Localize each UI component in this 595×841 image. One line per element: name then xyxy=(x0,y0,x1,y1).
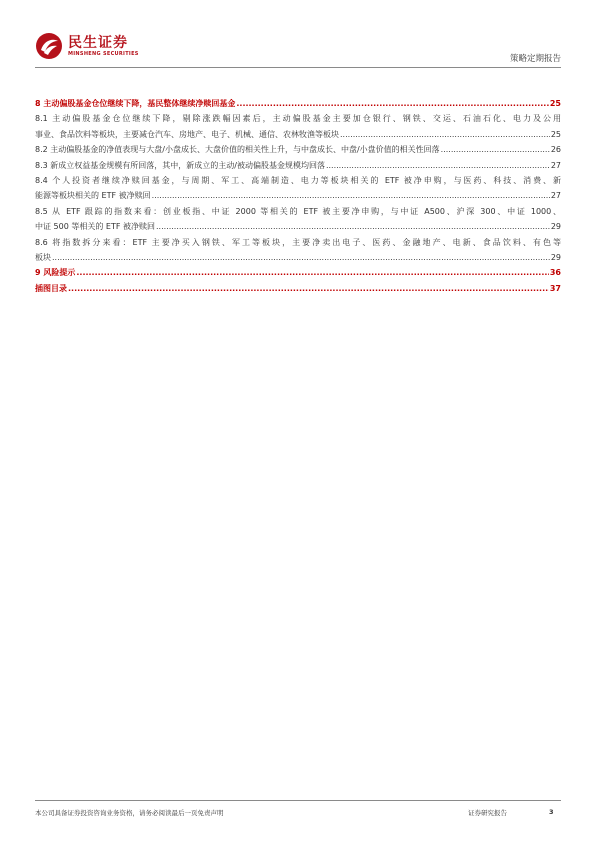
toc-page-number: 36 xyxy=(549,268,561,278)
report-type-label: 策略定期报告 xyxy=(509,54,561,64)
table-of-contents xyxy=(35,96,561,296)
toc-dot-leader xyxy=(52,250,550,265)
toc-entry[interactable] xyxy=(35,265,561,280)
toc-entry-text: 8 主动偏股基金仓位继续下降，基民整体继续净赎回基金 xyxy=(35,99,236,108)
footer-doc-type: 证券研究报告 xyxy=(468,809,507,817)
header-divider xyxy=(35,67,561,68)
toc-dot-leader xyxy=(340,127,550,142)
toc-entry-text: 9 风险提示 xyxy=(35,268,76,278)
toc-entry[interactable] xyxy=(35,204,561,235)
toc-entry-text: 能源等板块相关的 ETF 被净赎回 xyxy=(35,191,151,201)
toc-page-number: 27 xyxy=(550,160,561,170)
footer-divider xyxy=(35,800,561,801)
toc-page-number: 26 xyxy=(550,145,561,155)
company-logo xyxy=(35,32,139,60)
toc-entry-text: 事业、食品饮料等板块，主要减仓汽车、房地产、电子、机械、通信、农林牧渔等板块 xyxy=(35,129,339,139)
page-header xyxy=(35,30,561,70)
toc-entry[interactable] xyxy=(35,281,561,296)
page-number: 3 xyxy=(549,808,554,816)
toc-entry-text: 插图目录 xyxy=(35,283,67,293)
toc-page-number: 25 xyxy=(550,129,561,139)
toc-dot-leader xyxy=(326,158,550,173)
footer-disclaimer: 本公司具备证券投资咨询业务资格，请务必阅读最后一页免责声明 xyxy=(35,809,224,817)
logo-english-name: MINSHENG SECURITIES xyxy=(68,50,139,57)
toc-page-number: 37 xyxy=(549,283,561,293)
toc-entry[interactable] xyxy=(35,235,561,266)
toc-entry-text: 中证 500 等相关的 ETF 被净赎回 xyxy=(35,222,155,232)
toc-entry[interactable] xyxy=(35,158,561,173)
toc-entry-text-line1: 8.5 从 ETF 跟踪的指数来看：创业板指、中证 2000 等相关的 ETF 被主要净申购，与中证 A500、沪深 300、中证 1000、 xyxy=(35,206,561,216)
toc-entry[interactable] xyxy=(35,111,561,142)
toc-page-number: 29 xyxy=(550,253,561,263)
toc-entry-text-line1: 8.1 主动偏股基金仓位继续下降，剔除涨跌幅因素后，主动偏股基金主要加仓银行、钢铁、交运、石油石化、电力及公用 xyxy=(35,114,561,124)
toc-entry-text: 板块 xyxy=(35,253,51,263)
toc-entry-text-line1: 8.4 个人投资者继续净赎回基金，与周期、军工、高端制造、电力等板块相关的 ETF 被净申购，与医药、科技、消费、新 xyxy=(35,176,561,186)
toc-dot-leader xyxy=(76,265,549,280)
toc-dot-leader xyxy=(152,188,550,203)
toc-page-number: 27 xyxy=(550,191,561,201)
toc-entry-text-line1: 8.6 将指数拆分来看：ETF 主要净买入钢铁、军工等板块，主要净卖出电子、医药、金融地产、电新、食品饮料、有色等 xyxy=(35,237,561,247)
toc-entry-text: 8.2 主动偏股基金的净值表现与大盘/小盘成长、大盘价值的相关性上升，与中盘成长、中盘/小盘价值的相关性回落 xyxy=(35,145,440,155)
minsheng-logo-icon xyxy=(35,32,63,60)
toc-entry[interactable] xyxy=(35,96,561,111)
toc-dot-leader xyxy=(441,142,550,157)
toc-entry[interactable] xyxy=(35,142,561,157)
toc-page-number: 29 xyxy=(550,222,561,232)
toc-page-number: 25 xyxy=(549,99,561,108)
logo-chinese-name: 民生证券 xyxy=(68,34,128,51)
toc-dot-leader xyxy=(68,281,549,296)
toc-dot-leader xyxy=(156,219,550,234)
toc-entry[interactable] xyxy=(35,173,561,204)
toc-entry-text: 8.3 新成立权益基金规模有所回落，其中，新成立的主动/被动偏股基金规模均回落 xyxy=(35,160,325,170)
toc-dot-leader xyxy=(236,96,549,111)
